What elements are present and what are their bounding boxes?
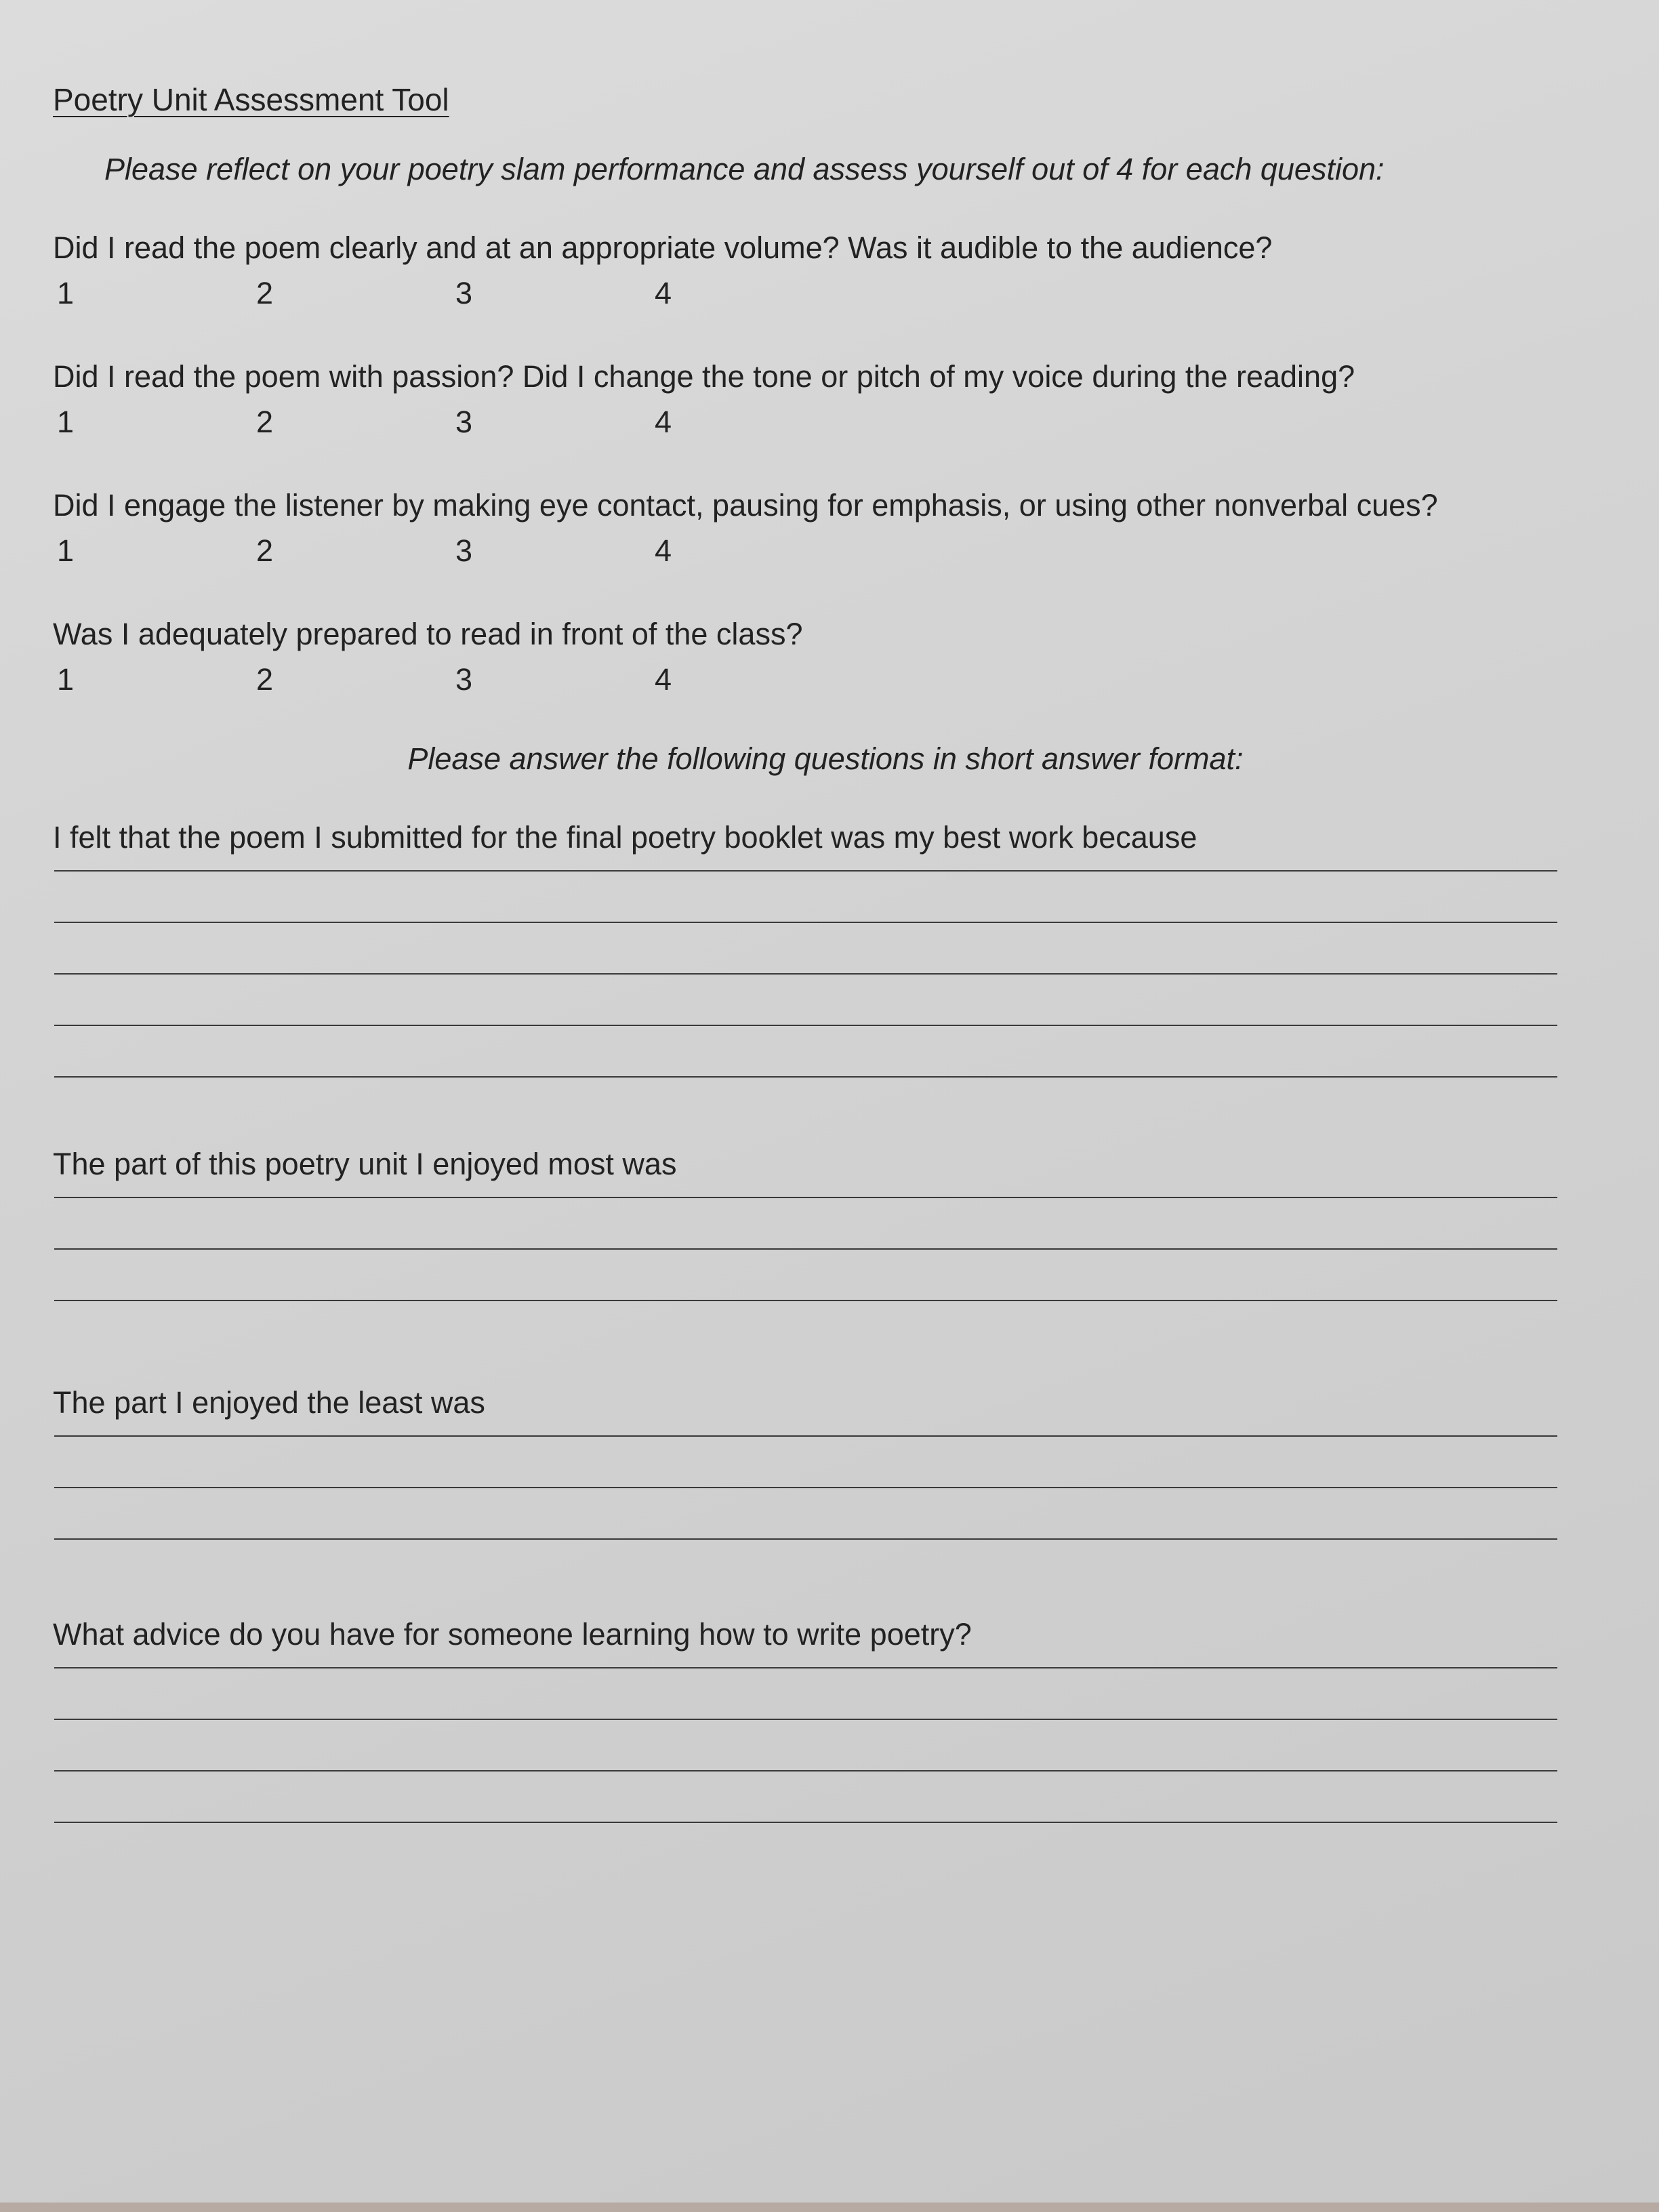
short-answer-question-2	[53, 1144, 1598, 1301]
rating-question-4	[53, 613, 1598, 698]
rating-instructions: Please reflect on your poetry slam performance and assess yourself out of 4 for each question:	[104, 152, 1385, 186]
rating-option[interactable]: 1	[57, 533, 75, 568]
answer-line[interactable]	[54, 1197, 1557, 1198]
rating-option[interactable]: 3	[455, 405, 473, 439]
rating-option[interactable]: 1	[57, 405, 75, 439]
short-answer-question-3	[53, 1382, 1598, 1540]
answer-line[interactable]	[54, 1248, 1557, 1250]
answer-line[interactable]	[54, 973, 1557, 975]
rating-scale	[57, 275, 1598, 312]
rating-option[interactable]: 4	[655, 662, 672, 697]
rating-option[interactable]: 1	[57, 662, 75, 697]
short-answer-prompt: What advice do you have for someone learning how to write poetry?	[53, 1617, 972, 1652]
rating-question-text: Did I engage the listener by making eye contact, pausing for emphasis, or using other nonverbal cues?	[53, 488, 1438, 523]
rating-option[interactable]: 4	[655, 276, 672, 310]
answer-line[interactable]	[54, 1719, 1557, 1720]
answer-line[interactable]	[54, 922, 1557, 923]
rating-option[interactable]: 1	[57, 276, 75, 310]
answer-line[interactable]	[54, 870, 1557, 872]
answer-lines[interactable]	[54, 1435, 1598, 1540]
rating-option[interactable]: 3	[455, 662, 473, 697]
rating-question-1	[53, 226, 1598, 312]
answer-line[interactable]	[54, 1300, 1557, 1301]
rating-question-2	[53, 355, 1598, 441]
answer-lines[interactable]	[54, 870, 1598, 1078]
short-answer-instructions: Please answer the following questions in short answer format:	[407, 741, 1244, 776]
answer-lines[interactable]	[54, 1667, 1598, 1823]
answer-line[interactable]	[54, 1822, 1557, 1823]
answer-line[interactable]	[54, 1435, 1557, 1437]
answer-line[interactable]	[54, 1770, 1557, 1771]
rating-option[interactable]: 2	[256, 276, 274, 310]
short-answer-prompt: I felt that the poem I submitted for the final poetry booklet was my best work because	[53, 820, 1197, 855]
rating-question-3	[53, 484, 1598, 569]
rating-option[interactable]: 2	[256, 405, 274, 439]
answer-line[interactable]	[54, 1076, 1557, 1078]
rating-question-text: Did I read the poem with passion? Did I change the tone or pitch of my voice during the reading?	[53, 359, 1355, 394]
short-answer-prompt: The part I enjoyed the least was	[53, 1385, 485, 1420]
rating-option[interactable]: 2	[256, 662, 274, 697]
short-answer-question-4	[53, 1614, 1598, 1823]
short-answer-question-1	[53, 817, 1598, 1078]
rating-option[interactable]: 4	[655, 405, 672, 439]
answer-lines[interactable]	[54, 1197, 1598, 1301]
rating-option[interactable]: 3	[455, 276, 473, 310]
answer-line[interactable]	[54, 1025, 1557, 1026]
rating-question-text: Did I read the poem clearly and at an appropriate volume? Was it audible to the audience?	[53, 230, 1273, 265]
page-title: Poetry Unit Assessment Tool	[53, 82, 449, 117]
answer-line[interactable]	[54, 1538, 1557, 1540]
answer-line[interactable]	[54, 1667, 1557, 1668]
rating-scale	[57, 661, 1598, 698]
answer-line[interactable]	[54, 1487, 1557, 1488]
short-answer-prompt: The part of this poetry unit I enjoyed most was	[53, 1147, 677, 1181]
rating-scale	[57, 533, 1598, 569]
rating-option[interactable]: 3	[455, 533, 473, 568]
rating-scale	[57, 404, 1598, 441]
rating-question-text: Was I adequately prepared to read in front of the class?	[53, 617, 803, 651]
rating-option[interactable]: 4	[655, 533, 672, 568]
rating-option[interactable]: 2	[256, 533, 274, 568]
